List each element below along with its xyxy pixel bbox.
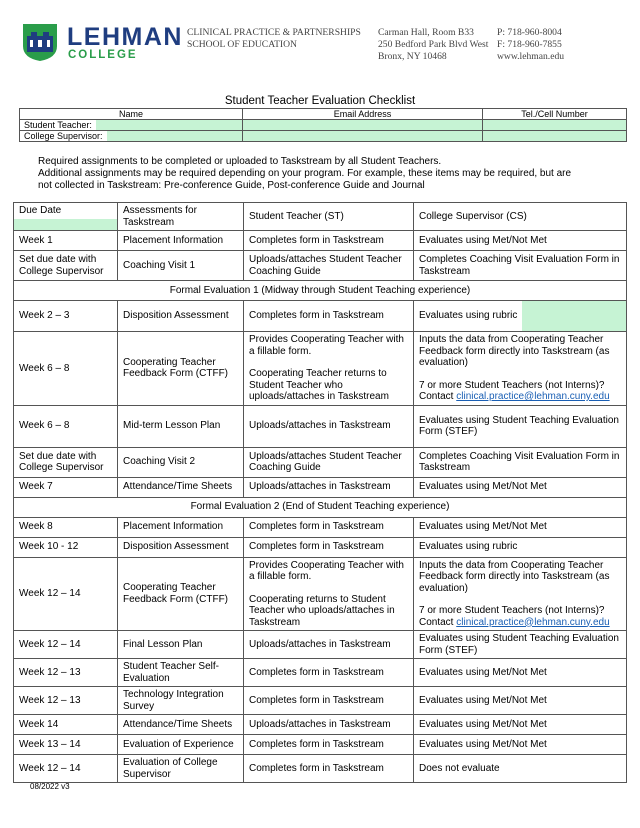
contact-block bbox=[497, 27, 564, 63]
contact-prompt: 7 or more Student Teachers (not Interns)? Contact bbox=[419, 379, 605, 402]
checklist-row bbox=[14, 687, 627, 715]
checklist-row bbox=[14, 301, 627, 332]
student-teacher-task-detail: Cooperating Teacher returns to Student Teacher who uploads/attaches in Taskstream bbox=[249, 368, 389, 402]
checklist-row bbox=[14, 659, 627, 687]
student-teacher-cell bbox=[244, 557, 414, 631]
college-supervisor-cell bbox=[414, 659, 627, 687]
college-supervisor-cell-content bbox=[414, 519, 626, 535]
info-header-row bbox=[20, 109, 627, 120]
address-line: Bronx, NY 10468 bbox=[378, 51, 447, 62]
checklist-row bbox=[14, 332, 627, 406]
college-supervisor-cell-content bbox=[414, 665, 626, 681]
student-teacher-task: Provides Cooperating Teacher with a fillable form. bbox=[249, 559, 404, 582]
college-supervisor-task: Evaluates using Met/Not Met bbox=[419, 694, 547, 706]
college-supervisor-cell bbox=[414, 301, 627, 332]
college-supervisor-cell-content bbox=[414, 737, 626, 753]
address-line: Carman Hall, Room B33 bbox=[378, 27, 474, 38]
college-supervisor-header bbox=[414, 203, 627, 231]
college-supervisor-task: Evaluates using Met/Not Met bbox=[419, 234, 547, 246]
checklist-row bbox=[14, 251, 627, 281]
assessment-cell: Attendance/Time Sheets bbox=[118, 715, 244, 735]
college-supervisor-task: Evaluates using Student Teaching Evaluation Form (STEF) bbox=[419, 633, 619, 656]
student-teacher-cell: Uploads/attaches in Taskstream bbox=[244, 715, 414, 735]
instruction-line: Additional assignments may be required depending on your program. For example, these items may be required, but are bbox=[38, 168, 572, 179]
college-supervisor-cell bbox=[414, 557, 627, 631]
lehman-shield-icon bbox=[21, 22, 59, 62]
college-supervisor-task: Completes Coaching Visit Evaluation Form in Taskstream bbox=[419, 450, 620, 473]
due-date-cell: Week 6 – 8 bbox=[14, 332, 118, 406]
student-teacher-row bbox=[20, 120, 627, 131]
section-title: Formal Evaluation 1 (Midway through Student Teaching experience) bbox=[14, 281, 627, 301]
college-supervisor-cell-content bbox=[414, 413, 626, 440]
due-date-cell: Set due date with College Supervisor bbox=[14, 447, 118, 477]
due-date-cell: Week 12 – 13 bbox=[14, 659, 118, 687]
assessment-cell: Evaluation of Experience bbox=[118, 735, 244, 755]
college-supervisor-task: Evaluates using rubric bbox=[419, 310, 518, 322]
college-supervisor-header-text: College Supervisor (CS) bbox=[419, 211, 527, 222]
college-supervisor-cell-content bbox=[414, 717, 626, 733]
college-supervisor-task: Evaluates using Met/Not Met bbox=[419, 481, 547, 493]
college-supervisor-cell-content bbox=[414, 233, 626, 249]
spacer bbox=[249, 357, 408, 368]
student-teacher-label: Student Teacher: bbox=[24, 120, 92, 130]
student-teacher-cell: Uploads/attaches Student Teacher Coaching Guide bbox=[244, 447, 414, 477]
section-row bbox=[14, 497, 627, 517]
checklist-row bbox=[14, 735, 627, 755]
assessment-cell: Cooperating Teacher Feedback Form (CTFF) bbox=[118, 557, 244, 631]
due-date-header-field[interactable] bbox=[14, 219, 117, 230]
assessment-cell: Coaching Visit 1 bbox=[118, 251, 244, 281]
student-teacher-name-input[interactable] bbox=[96, 120, 242, 130]
college-supervisor-cell bbox=[414, 447, 627, 477]
college-supervisor-task: Evaluates using Met/Not Met bbox=[419, 521, 547, 533]
college-supervisor-cell-content bbox=[414, 252, 626, 279]
checklist-row bbox=[14, 631, 627, 659]
due-date-cell: Week 6 – 8 bbox=[14, 405, 118, 447]
assessment-cell: Mid-term Lesson Plan bbox=[118, 405, 244, 447]
college-supervisor-cell-content bbox=[414, 631, 626, 658]
college-supervisor-cell bbox=[414, 755, 627, 783]
department-line: SCHOOL OF EDUCATION bbox=[187, 39, 297, 50]
clinical-practice-email-link[interactable]: clinical.practice@lehman.cuny.edu bbox=[456, 391, 610, 402]
college-supervisor-cell-content bbox=[414, 693, 626, 709]
department-block bbox=[187, 27, 361, 51]
college-supervisor-task: Evaluates using Met/Not Met bbox=[419, 738, 547, 750]
assessment-cell: Evaluation of College Supervisor bbox=[118, 755, 244, 783]
version-footer: 08/2022 v3 bbox=[30, 782, 70, 791]
college-supervisor-cell bbox=[414, 715, 627, 735]
due-date-cell: Week 8 bbox=[14, 517, 118, 537]
phone-header: Tel./Cell Number bbox=[483, 109, 627, 120]
college-supervisor-label: College Supervisor: bbox=[24, 131, 103, 141]
college-supervisor-cell-content bbox=[414, 479, 626, 495]
checklist-row bbox=[14, 477, 627, 497]
assessment-cell: Disposition Assessment bbox=[118, 301, 244, 332]
college-supervisor-cell bbox=[414, 231, 627, 251]
student-teacher-header-text: Student Teacher (ST) bbox=[249, 211, 344, 222]
due-date-cell: Week 12 – 13 bbox=[14, 687, 118, 715]
college-supervisor-contact bbox=[419, 605, 621, 628]
college-supervisor-task: Inputs the data from Cooperating Teacher Feedback form directly into Taskstream (as evaluation) bbox=[419, 559, 610, 594]
due-date-header-text: Due Date bbox=[19, 205, 62, 216]
due-date-cell: Week 10 - 12 bbox=[14, 537, 118, 557]
due-date-cell: Week 7 bbox=[14, 477, 118, 497]
checklist-row bbox=[14, 537, 627, 557]
student-teacher-header bbox=[244, 203, 414, 231]
college-supervisor-name-field[interactable] bbox=[20, 131, 243, 142]
due-date-cell: Set due date with College Supervisor bbox=[14, 251, 118, 281]
address-block bbox=[378, 27, 488, 63]
due-date-cell: Week 1 bbox=[14, 231, 118, 251]
student-teacher-cell: Uploads/attaches in Taskstream bbox=[244, 631, 414, 659]
department-line: CLINICAL PRACTICE & PARTNERSHIPS bbox=[187, 27, 361, 38]
college-supervisor-row bbox=[20, 131, 627, 142]
college-supervisor-task: Evaluates using rubric bbox=[419, 541, 518, 553]
spacer bbox=[419, 594, 621, 605]
college-supervisor-phone-field[interactable] bbox=[483, 131, 627, 142]
student-teacher-cell: Completes form in Taskstream bbox=[244, 659, 414, 687]
assessment-cell: Technology Integration Survey bbox=[118, 687, 244, 715]
college-supervisor-cell bbox=[414, 332, 627, 406]
college-supervisor-contact bbox=[419, 380, 621, 403]
student-teacher-cell: Completes form in Taskstream bbox=[244, 755, 414, 783]
assessment-cell: Cooperating Teacher Feedback Form (CTFF) bbox=[118, 332, 244, 406]
letterhead bbox=[0, 0, 640, 80]
student-teacher-cell: Completes form in Taskstream bbox=[244, 687, 414, 715]
phone-line: P: 718-960-8004 bbox=[497, 27, 562, 38]
student-teacher-cell: Completes form in Taskstream bbox=[244, 517, 414, 537]
college-supervisor-cell-content bbox=[414, 761, 626, 777]
college-supervisor-cell-content bbox=[414, 539, 626, 555]
student-teacher-cell: Completes form in Taskstream bbox=[244, 231, 414, 251]
instruction-line: not collected in Taskstream: Pre-conference Guide, Post-conference Guide and Journal bbox=[38, 180, 425, 191]
checklist-row bbox=[14, 715, 627, 735]
college-supervisor-task: Evaluates using Met/Not Met bbox=[419, 666, 547, 678]
due-date-header bbox=[14, 203, 118, 231]
college-supervisor-task: Does not evaluate bbox=[419, 762, 500, 774]
assessment-cell: Disposition Assessment bbox=[118, 537, 244, 557]
spacer bbox=[249, 583, 408, 594]
checklist-row bbox=[14, 405, 627, 447]
college-supervisor-task: Inputs the data from Cooperating Teacher Feedback form directly into Taskstream (as evaluation) bbox=[419, 334, 610, 368]
assessment-cell: Attendance/Time Sheets bbox=[118, 477, 244, 497]
contact-prompt: 7 or more Student Teachers (not Interns)? Contact bbox=[419, 605, 605, 628]
college-supervisor-cell bbox=[414, 735, 627, 755]
student-teacher-cell bbox=[244, 332, 414, 406]
spacer bbox=[419, 369, 621, 380]
college-supervisor-task: Completes Coaching Visit Evaluation Form in Taskstream bbox=[419, 254, 620, 277]
email-header: Email Address bbox=[243, 109, 483, 120]
student-teacher-name-field[interactable] bbox=[20, 120, 243, 131]
student-teacher-cell: Uploads/attaches in Taskstream bbox=[244, 477, 414, 497]
college-supervisor-cell bbox=[414, 477, 627, 497]
address-line: 250 Bedford Park Blvd West bbox=[378, 39, 489, 50]
assessment-cell: Placement Information bbox=[118, 231, 244, 251]
college-supervisor-name-input[interactable] bbox=[107, 131, 242, 141]
checklist-row bbox=[14, 231, 627, 251]
college-supervisor-task: Evaluates using Met/Not Met bbox=[419, 718, 547, 730]
due-date-cell: Week 14 bbox=[14, 715, 118, 735]
college-supervisor-cell bbox=[414, 405, 627, 447]
checklist-row bbox=[14, 517, 627, 537]
college-supervisor-cell bbox=[414, 517, 627, 537]
info-table bbox=[19, 108, 627, 142]
student-teacher-cell: Uploads/attaches Student Teacher Coaching Guide bbox=[244, 251, 414, 281]
logo-wordmark: LEHMAN bbox=[67, 23, 183, 51]
assessment-header-text: Assessments for Taskstream bbox=[123, 205, 197, 228]
college-supervisor-cell bbox=[414, 537, 627, 557]
checklist-row bbox=[14, 755, 627, 783]
checklist-row bbox=[14, 557, 627, 631]
assessment-cell: Final Lesson Plan bbox=[118, 631, 244, 659]
fax-line: F: 718-960-7855 bbox=[497, 39, 562, 50]
clinical-practice-email-link[interactable]: clinical.practice@lehman.cuny.edu bbox=[456, 616, 610, 628]
college-supervisor-cell bbox=[414, 687, 627, 715]
website-line[interactable]: www.lehman.edu bbox=[497, 51, 565, 62]
checklist-table bbox=[13, 202, 627, 783]
student-teacher-phone-field[interactable] bbox=[483, 120, 627, 131]
college-supervisor-cell-content bbox=[414, 449, 626, 476]
student-teacher-email-field[interactable] bbox=[243, 120, 483, 131]
assessment-cell: Student Teacher Self-Evaluation bbox=[118, 659, 244, 687]
student-teacher-task-detail: Cooperating returns to Student Teacher who uploads/attaches in Taskstream bbox=[249, 593, 395, 628]
checklist-row bbox=[14, 447, 627, 477]
due-date-cell: Week 2 – 3 bbox=[14, 301, 118, 332]
rubric-input-field[interactable] bbox=[522, 301, 626, 331]
logo-subtitle: COLLEGE bbox=[68, 49, 138, 61]
student-teacher-cell: Uploads/attaches in Taskstream bbox=[244, 405, 414, 447]
student-teacher-task: Provides Cooperating Teacher with a fillable form. bbox=[249, 334, 404, 357]
student-teacher-cell: Completes form in Taskstream bbox=[244, 537, 414, 557]
assessment-cell: Placement Information bbox=[118, 517, 244, 537]
college-supervisor-task: Evaluates using Student Teaching Evaluation Form (STEF) bbox=[419, 414, 619, 437]
due-date-cell: Week 13 – 14 bbox=[14, 735, 118, 755]
college-supervisor-cell-content bbox=[414, 301, 626, 331]
college-supervisor-cell bbox=[414, 251, 627, 281]
due-date-cell: Week 12 – 14 bbox=[14, 755, 118, 783]
lehman-logo bbox=[21, 22, 183, 62]
college-supervisor-email-field[interactable] bbox=[243, 131, 483, 142]
college-supervisor-cell bbox=[414, 631, 627, 659]
instruction-line: Required assignments to be completed or uploaded to Taskstream by all Student Teachers. bbox=[38, 156, 442, 167]
name-header: Name bbox=[20, 109, 243, 120]
assessment-header bbox=[118, 203, 244, 231]
assessment-cell: Coaching Visit 2 bbox=[118, 447, 244, 477]
due-date-cell: Week 12 – 14 bbox=[14, 631, 118, 659]
checklist-header-row bbox=[14, 203, 627, 231]
page-title: Student Teacher Evaluation Checklist bbox=[224, 95, 416, 107]
student-teacher-cell: Completes form in Taskstream bbox=[244, 735, 414, 755]
student-teacher-cell: Completes form in Taskstream bbox=[244, 301, 414, 332]
section-title: Formal Evaluation 2 (End of Student Teaching experience) bbox=[14, 497, 627, 517]
instructions bbox=[38, 156, 608, 192]
section-row bbox=[14, 281, 627, 301]
due-date-cell: Week 12 – 14 bbox=[14, 557, 118, 631]
